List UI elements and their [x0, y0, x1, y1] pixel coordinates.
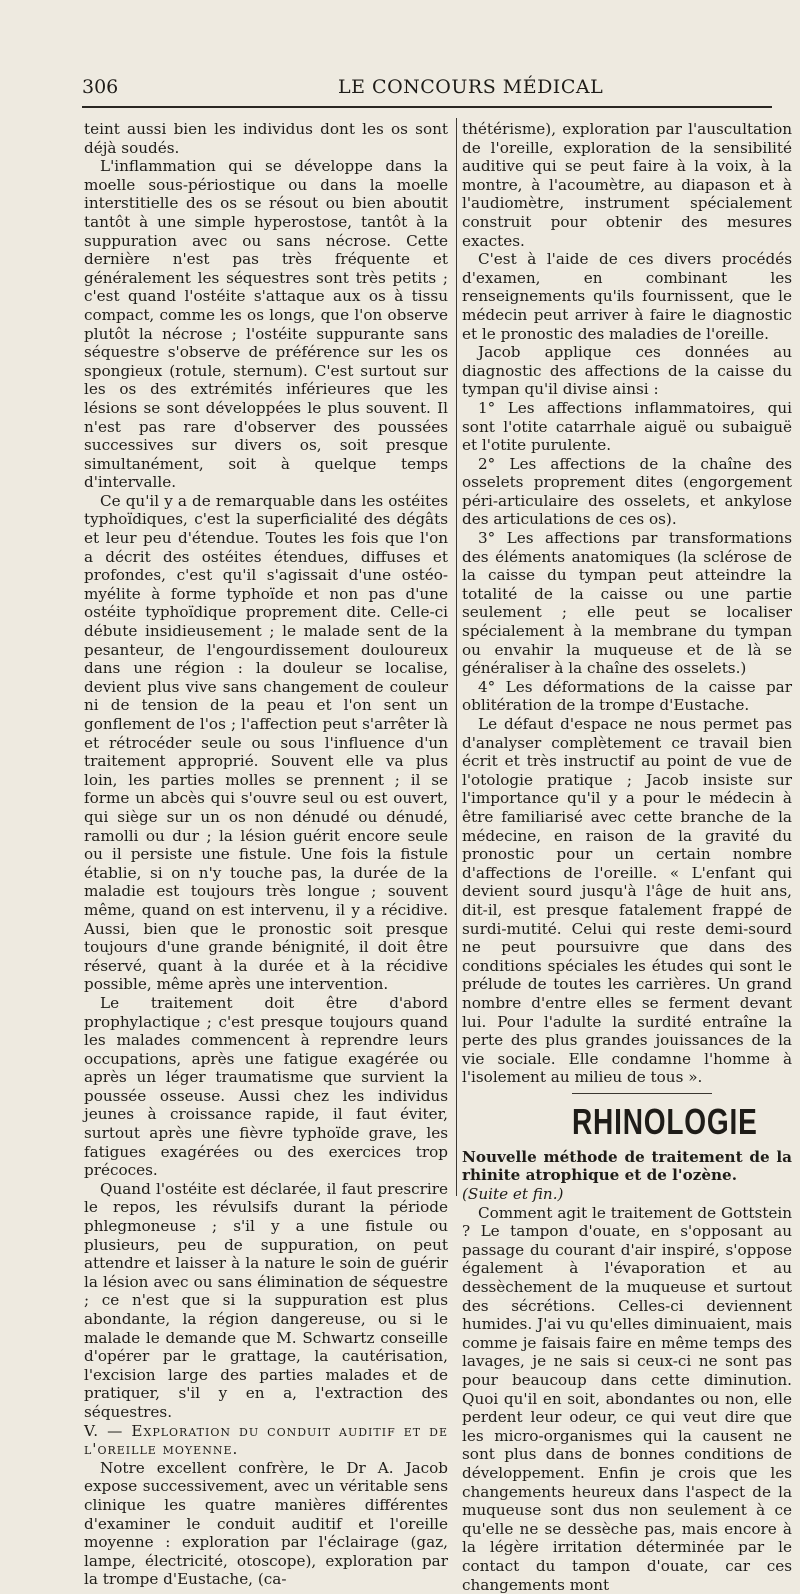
- rubric-heading: RHINOLOGIE: [572, 1100, 758, 1142]
- paragraph: 1° Les affections inflammatoires, qui sont l'otite catarrhale aiguë ou subaiguë et l'otite purulente.: [462, 398, 792, 455]
- column-rule: [456, 118, 457, 1196]
- paragraph: Jacob applique ces données au diagnostic des affections de la caisse du tympan qu'il divise ainsi :: [462, 343, 792, 399]
- paragraph: teint aussi bien les individus dont les os sont déjà soudés.: [84, 120, 448, 157]
- paragraph: 3° Les affections par transformations des éléments anatomiques (la sclérose de la caisse du tympan peut atteindre la totalité de la caisse ou une partie seulement ; elle peut se localiser spécialement à la membrane du tympan ou envahir la muqueuse et de là se généraliser à la chaîne des osselets.): [462, 529, 792, 678]
- paragraph: Quand l'ostéite est déclarée, il faut prescrire le repos, les révulsifs durant la période phlegmoneuse ; s'il y a une fistule ou plusieurs, peu de suppuration, on peut attendre et laisser à la nature le soin de guérir la lésion avec ou sans élimination de séquestre ; ce n'est que si la suppuration est plus abondante, la région dangereuse, ou si le malade le demande que M. Schwartz conseille d'opérer par le grattage, la cautérisation, l'excision large des parties malades et de pratiquer, s'il y en a, l'extraction des séquestres.: [84, 1179, 448, 1421]
- paragraph: L'inflammation qui se développe dans la moelle sous-périostique ou dans la moelle interstitielle des os se résout ou bien aboutit tantôt à une simple hyperostose, tantôt à la suppuration avec ou sans nécrose. Cette dernière n'est pas très fréquente et généralement les séquestres sont très petits ; c'est quand l'ostéite s'attaque aux os à tissu compact, comme les os longs, que l'on observe plutôt la nécrose ; l'ostéite suppurante sans séquestre s'observe de préférence sur les os spongieux (rotule, sternum). C'est surtout sur les os des extrémités inférieures que les lésions se sont développées le plus souvent. Il n'est pas rare d'observer des poussées successives sur divers os, soit presque simultanément, soit à quelque temps d'intervalle.: [84, 157, 448, 492]
- paragraph: 2° Les affections de la chaîne des osselets proprement dites (engorgement péri-articulaire des osselets, et ankylose des articulations de ces os).: [462, 454, 792, 529]
- paragraph: Notre excellent confrère, le Dr A. Jacob expose successivement, avec un véritable sens clinique les quatre manières différentes d'examiner le conduit auditif et l'oreille moyenne : exploration par l'éclairage (gaz, lampe, électricité, otoscope), exploration par la trompe d'Eustache, (ca-: [84, 1458, 448, 1589]
- paragraph: Le défaut d'espace ne nous permet pas d'analyser complètement ce travail bien écrit et très instructif au point de vue de l'otologie pratique ; Jacob insiste sur l'importance qu'il y a pour le médecin à être familiarisé avec cette branche de la médecine, en raison de la gravité du pronostic pour un certain nombre d'affections de l'oreille. « L'enfant qui devient sourd jusqu'à l'âge de huit ans, dit-il, est presque fatalement frappé de surdi-mutité. Celui qui reste demi-sourd ne peut poursuivre que dans des conditions spéciales les études qui sont le prélude de toutes les carrières. Un grand nombre d'entre elles se ferment devant lui. Pour l'adulte la surdité entraîne la perte des plus grandes jouissances de la vie sociale. Elle condamne l'homme à l'isolement au milieu de tous ».: [462, 715, 792, 1087]
- paragraph: thétérisme), exploration par l'auscultation de l'oreille, exploration de la sensibilité auditive qui se peut faire à la voix, à la montre, à l'acoumètre, au diapason et à l'audiomètre, instrument spécialement construit pour obtenir des mesures exactes.: [462, 120, 792, 250]
- right-column: [462, 120, 792, 1594]
- paragraph: Le traitement doit être d'abord prophylactique ; c'est presque toujours quand les malades commencent à reprendre leurs occupations, après une fatigue exagérée ou après un léger traumatisme que survient la poussée osseuse. Aussi chez les individus jeunes à croissance rapide, il faut éviter, surtout après une fièvre typhoïde grave, les fatigues exagérées ou des exercices trop précoces.: [84, 993, 448, 1180]
- article-title: Nouvelle méthode de traitement de la rhinite atrophique et de l'ozène.: [462, 1147, 792, 1185]
- paragraph: Comment agit le traitement de Gottstein ? Le tampon d'ouate, en s'opposant au passage du courant d'air inspiré, s'oppose également à l'évaporation et au dessèchement de la muqueuse et surtout des sécrétions. Celles-ci deviennent humides. J'ai vu qu'elles diminuaient, mais comme je faisais faire en même temps des lavages, je ne sais si ceux-ci ne sont pas pour beaucoup dans cette diminution. Quoi qu'il en soit, abondantes ou non, elle perdent leur odeur, ce qui veut dire que les micro-organismes qui la causent ne sont plus dans de bonnes conditions de développement. Enfin je crois que les changements heureux dans l'aspect de la muqueuse sont dus non seulement à ce qu'elle ne se dessèche pas, mais encore à la légère irritation déterminée par le contact du tampon d'ouate, car ces changements mont: [462, 1203, 792, 1594]
- section-divider: [572, 1093, 712, 1094]
- section-heading: V. — Exploration du conduit auditif et de l'oreille moyenne.: [84, 1421, 448, 1459]
- paragraph: 4° Les déformations de la caisse par oblitération de la trompe d'Eustache.: [462, 677, 792, 715]
- paragraph: C'est à l'aide de ces divers procédés d'examen, en combinant les renseignements qu'ils fournissent, que le médecin peut arriver à faire le diagnostic et le pronostic des maladies de l'oreille.: [462, 250, 792, 343]
- running-title: LE CONCOURS MÉDICAL: [338, 76, 604, 98]
- paragraph: Ce qu'il y a de remarquable dans les ostéites typhoïdiques, c'est la superficialité des dégâts et leur peu d'étendue. Toutes les fois que l'on a décrit des ostéites étendues, diffuses et profondes, c'est qu'il s'agissait d'une ostéo-myélite à forme typhoïde et non pas d'une ostéite typhoïdique proprement dite. Celle-ci débute insidieusement ; le malade sent de la pesanteur, de l'engourdissement douloureux dans une région : la douleur se localise, devient plus vive sans changement de couleur ni de tension de la peau et l'on sent un gonflement de l'os ; l'affection peut s'arrêter là et rétrocéder seule ou sous l'influence d'un traitement approprié. Souvent elle va plus loin, les parties molles se prennent ; il se forme un abcès qui s'ouvre seul ou est ouvert, qui siège sur un os non dénudé ou dénudé, ramolli ou dur ; la lésion guérit encore seule ou il persiste une fistule. Une fois la fistule établie, si on n'y touche pas, la durée de la maladie est toujours très longue ; souvent même, quand on est intervenu, il y a récidive. Aussi, bien que le pronostic soit presque toujours d'une grande bénignité, il doit être réservé, quant à la durée et à la récidive possible, même après une intervention.: [84, 491, 448, 994]
- header-rule: [82, 106, 772, 108]
- page-header: [82, 76, 772, 102]
- article-subtitle: (Suite et fin.): [462, 1185, 564, 1204]
- page-number: 306: [82, 76, 119, 98]
- left-column: [84, 120, 448, 1589]
